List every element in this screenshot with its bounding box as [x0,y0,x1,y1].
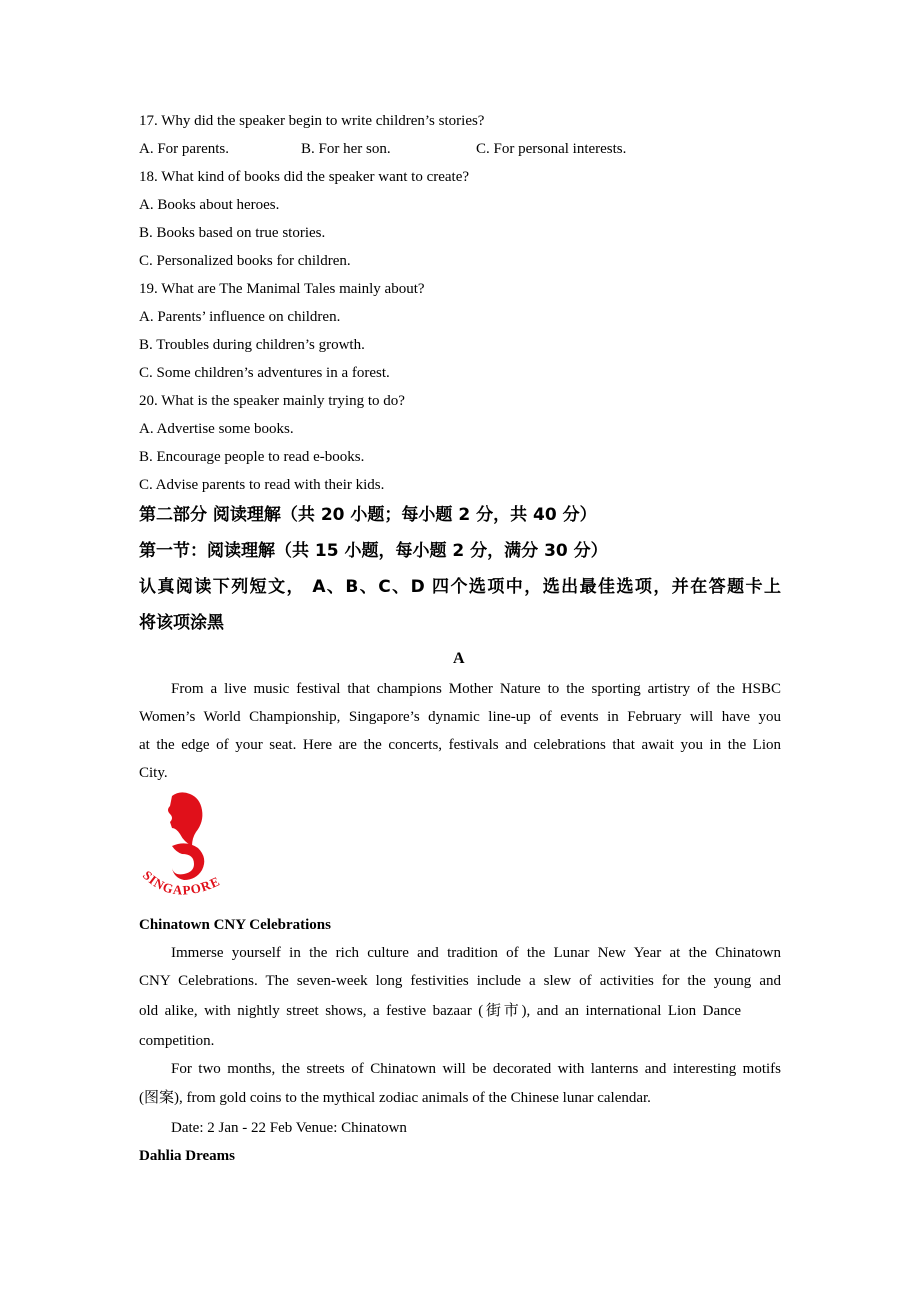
passage-label: A [453,650,465,667]
option-a: A. Advertise some books. [139,421,294,437]
paragraph-line: From a live music festival that champions Mother Nature to the sporting artistry of the HSBC [171,681,781,697]
paragraph-line: CNY Celebrations. The seven-week long festivities include a slew of activities for the young and [139,973,781,989]
question-text: 19. What are The Manimal Tales mainly about? [139,281,425,297]
option-b: B. Books based on true stories. [139,225,326,241]
question-text: 20. What is the speaker mainly trying to do? [139,393,405,409]
option-c: C. Advise parents to read with their kids. [139,477,385,493]
option-a: A. Parents’ influence on children. [139,309,341,325]
singapore-merlion-logo [136,788,236,908]
option-a: A. Books about heroes. [139,197,280,213]
logo-text: SINGAPORE [139,867,223,898]
option-c: C. Personalized books for children. [139,253,351,269]
paragraph-line: at the edge of your seat. Here are the concerts, festivals and celebrations that await you in the Lion [139,737,781,753]
instruction-line: 认真阅读下列短文， A、B、C、D 四个选项中，选出最佳选项，并在答题卡上 [139,577,781,597]
instruction-line: 将该项涂黑 [139,613,224,633]
paragraph-line: Women’s World Championship, Singapore’s dynamic line-up of events in February will have you [139,709,781,725]
paragraph-line: For two months, the streets of Chinatown will be decorated with lanterns and interesting motifs [171,1061,781,1077]
question-text: 17. Why did the speaker begin to write children’s stories? [139,113,485,129]
event-title: Chinatown CNY Celebrations [139,917,331,933]
option-c: C. For personal interests. [476,141,627,157]
date-venue: Date: 2 Jan - 22 Feb Venue: Chinatown [171,1120,407,1136]
svg-text:SINGAPORE [140,867,223,897]
section-title: 第一节：阅读理解（共 15 小题，每小题 2 分，满分 30 分） [139,541,608,561]
paragraph-line: City. [139,765,168,781]
option-b: B. Troubles during children’s growth. [139,337,365,353]
paragraph-line: (图案), from gold coins to the mythical zodiac animals of the Chinese lunar calendar. [139,1090,651,1106]
option-a: A. For parents. [139,141,229,157]
option-b: B. For her son. [301,141,391,157]
paragraph-line: old alike, with nightly street shows, a festive bazaar (街市), and an international Lion Dance [139,1003,741,1019]
options-row [139,139,781,159]
part-title: 第二部分 阅读理解（共 20 小题；每小题 2 分，共 40 分） [139,505,597,525]
paragraph-line: Immerse yourself in the rich culture and tradition of the Lunar New Year at the Chinatown [171,945,781,961]
option-c: C. Some children’s adventures in a forest. [139,365,390,381]
question-text: 18. What kind of books did the speaker want to create? [139,169,470,185]
event-title: Dahlia Dreams [139,1148,235,1164]
paragraph-line: competition. [139,1033,215,1049]
option-b: B. Encourage people to read e-books. [139,449,365,465]
